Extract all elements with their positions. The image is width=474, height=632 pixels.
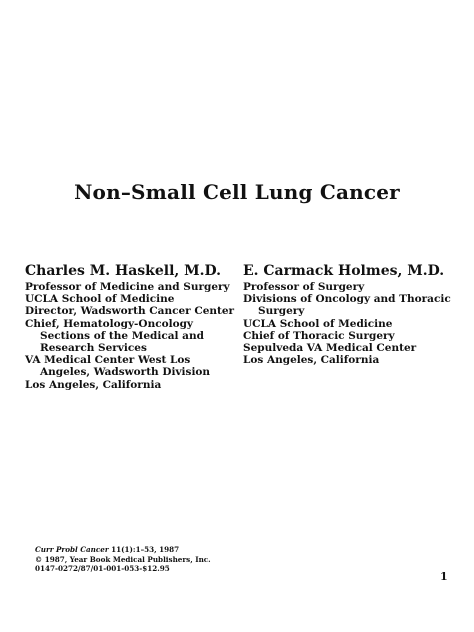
author-name: E. Carmack Holmes, M.D.: [243, 263, 445, 279]
affiliation-line: Chief, Hematology-Oncology: [25, 317, 194, 330]
author-block-holmes: [243, 263, 458, 366]
affiliation-line: UCLA School of Medicine: [25, 293, 175, 306]
affiliation-line: Sepulveda VA Medical Center: [243, 342, 417, 355]
citation-block: [35, 545, 211, 574]
affiliation-line: Director, Wadsworth Cancer Center: [25, 305, 235, 318]
affiliation-line: Angeles, Wadsworth Division: [40, 366, 211, 379]
author-name: Charles M. Haskell, M.D.: [25, 263, 222, 279]
affiliation-line: Los Angeles, California: [243, 354, 380, 367]
affiliation-line: Research Services: [40, 342, 147, 355]
author-affiliation: [25, 281, 240, 391]
affiliation-line: Los Angeles, California: [25, 378, 162, 391]
affiliation-line: Sections of the Medical and: [40, 329, 204, 342]
affiliation-line: Chief of Thoracic Surgery: [243, 329, 395, 342]
journal-issue: 11(1):1–53, 1987: [108, 545, 180, 554]
page-number: 1: [440, 570, 448, 583]
citation-reference: [35, 545, 211, 555]
affiliation-line: Professor of Medicine and Surgery: [25, 281, 230, 293]
author-block-haskell: [25, 263, 240, 391]
document-title: Non–Small Cell Lung Cancer: [74, 180, 400, 204]
affiliation-line: Professor of Surgery: [243, 281, 365, 293]
affiliation-line: Divisions of Oncology and Thoracic: [243, 293, 451, 306]
affiliation-line: VA Medical Center West Los: [25, 354, 191, 367]
author-affiliation: [243, 281, 458, 366]
affiliation-line: Surgery: [258, 305, 305, 318]
affiliation-line: UCLA School of Medicine: [243, 317, 393, 330]
journal-name: Curr Probl Cancer: [35, 545, 109, 554]
article-code: 0147-0272/87/01-001-053-$12.95: [35, 564, 170, 574]
copyright-line: © 1987, Year Book Medical Publishers, Inc.: [35, 554, 211, 564]
